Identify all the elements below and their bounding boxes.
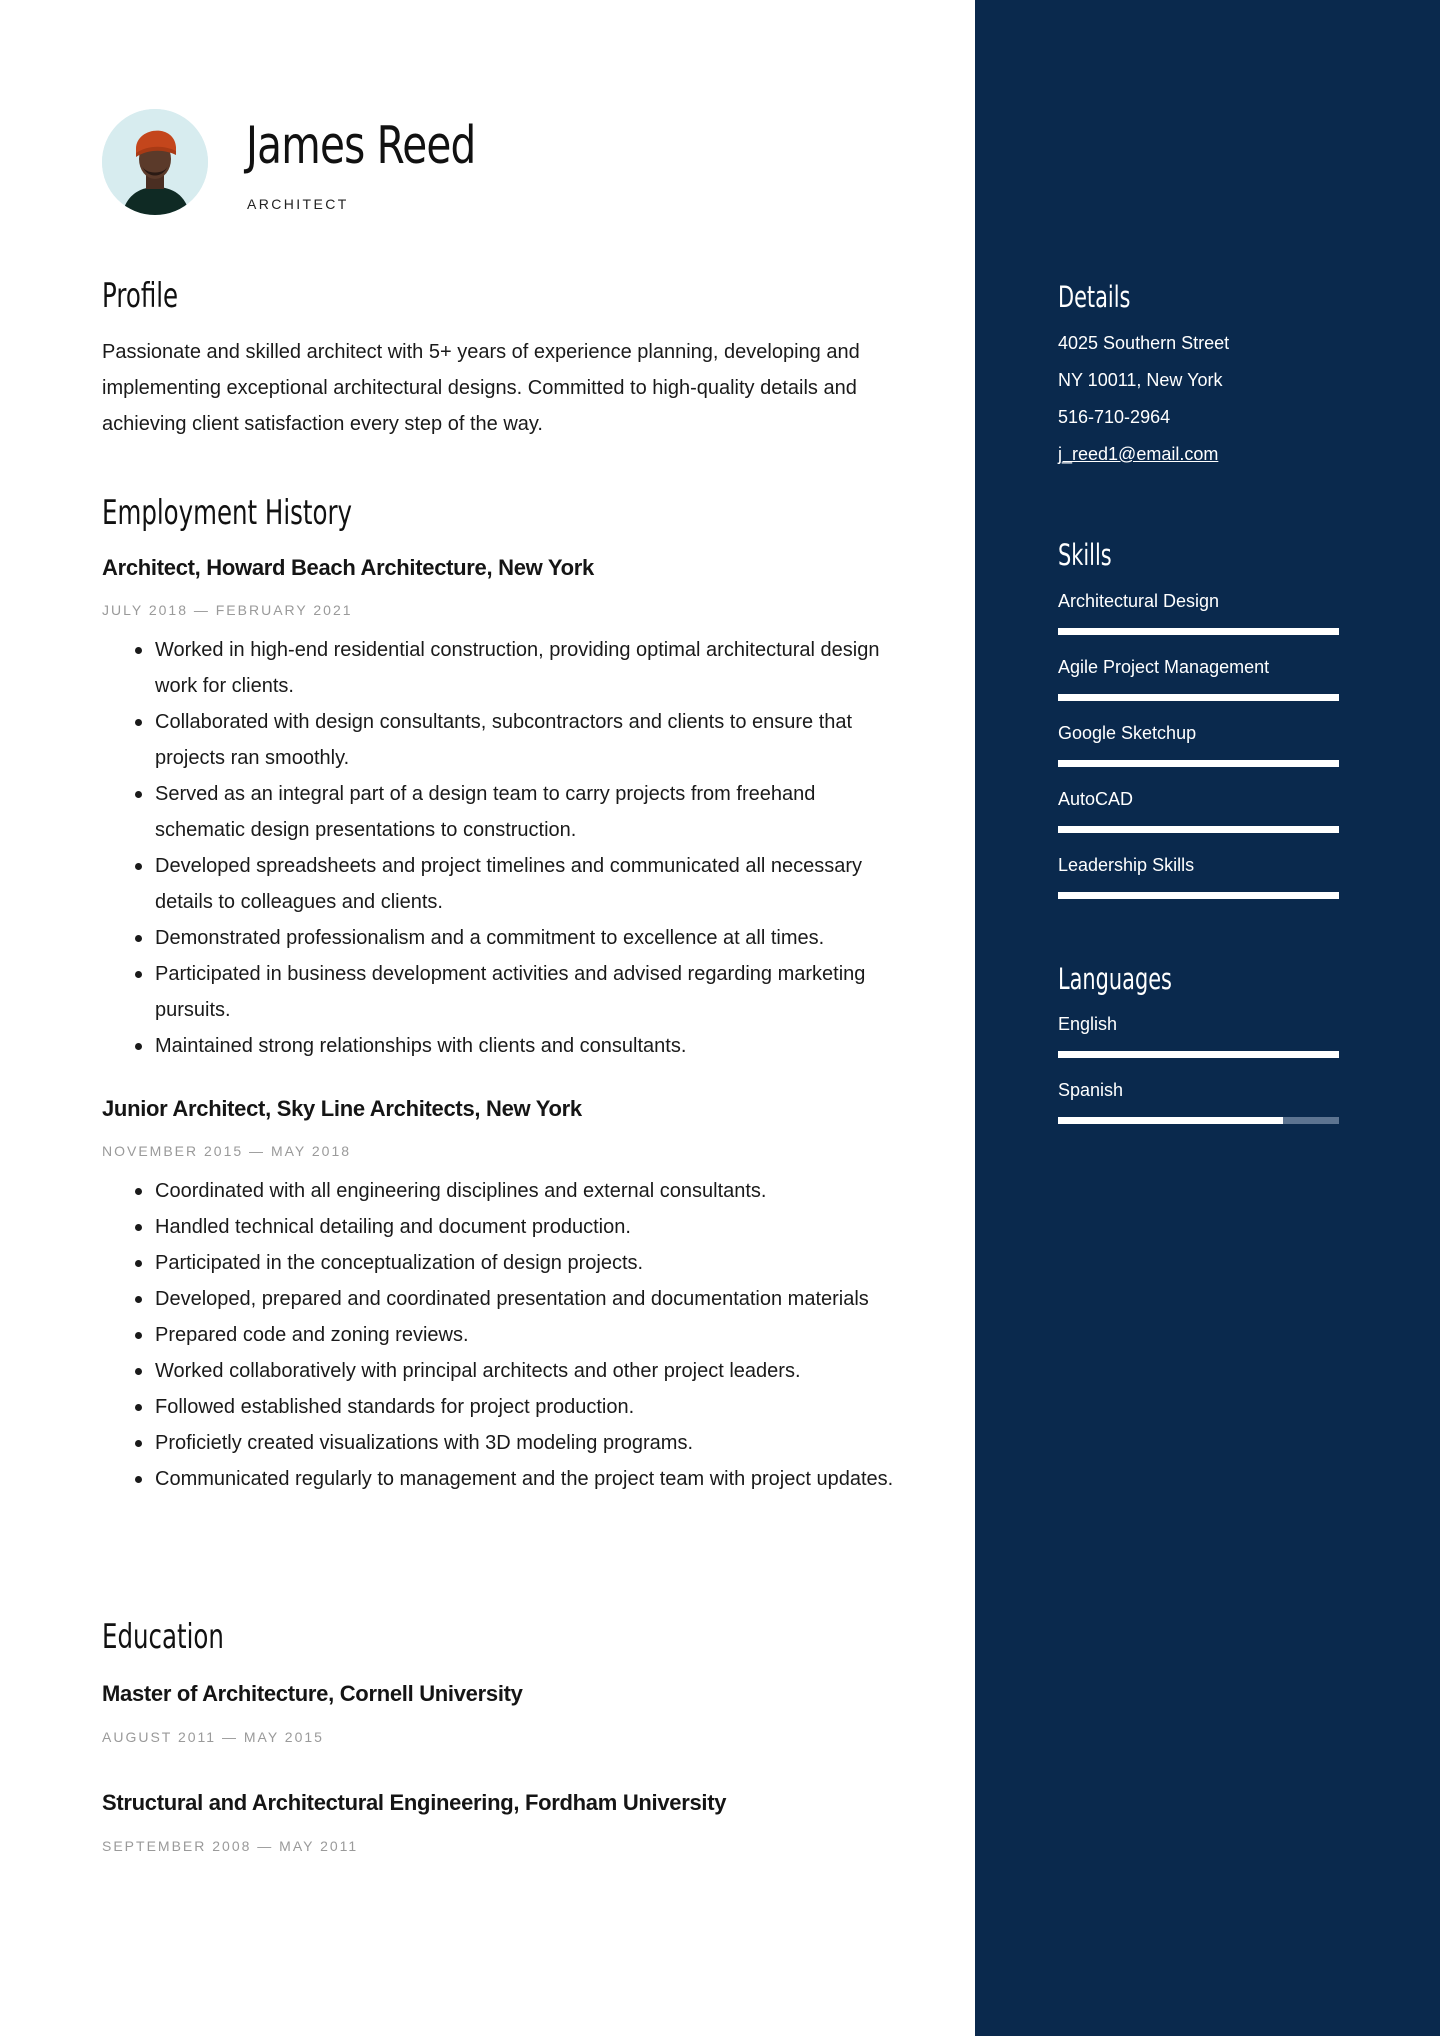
- skill-level-fill: [1058, 694, 1339, 701]
- list-item: Prepared code and zoning reviews.: [155, 1317, 900, 1353]
- skill-level-fill: [1058, 826, 1339, 833]
- language-label: English: [1058, 1014, 1118, 1034]
- list-item: Demonstrated professionalism and a commitment to excellence at all times.: [155, 920, 900, 956]
- candidate-name: James Reed: [246, 116, 476, 176]
- list-item: Developed spreadsheets and project timelines and communicated all necessary details to colleagues and clients.: [155, 848, 900, 920]
- email-link[interactable]: j_reed1@email.com: [1058, 444, 1219, 464]
- job-bullets-1: [155, 632, 900, 1064]
- skill-level-bar: [1058, 694, 1339, 701]
- list-item: Followed established standards for project production.: [155, 1389, 900, 1425]
- avatar: [102, 109, 208, 215]
- job-dates-2: NOVEMBER 2015 — MAY 2018: [102, 1143, 352, 1159]
- bullet-icon: [135, 719, 142, 726]
- skill-label: Agile Project Management: [1058, 657, 1270, 677]
- education-dates-2: SEPTEMBER 2008 — MAY 2011: [102, 1838, 359, 1854]
- bullet-icon: [135, 935, 142, 942]
- language-level-fill: [1058, 1051, 1339, 1058]
- job-bullets-2: [155, 1173, 900, 1497]
- skill-level-fill: [1058, 760, 1339, 767]
- language-level-bar: [1058, 1117, 1339, 1124]
- bullet-icon: [135, 1188, 142, 1195]
- language-level-fill: [1058, 1117, 1283, 1124]
- list-item: Participated in business development activities and advised regarding marketing pursuits.: [155, 956, 900, 1028]
- skill-level-bar: [1058, 628, 1339, 635]
- skill-level-fill: [1058, 628, 1339, 635]
- list-item: Served as an integral part of a design team to carry projects from freehand schematic design presentations to construction.: [155, 776, 900, 848]
- bullet-icon: [135, 1332, 142, 1339]
- bullet-icon: [135, 1368, 142, 1375]
- education-title-2: Structural and Architectural Engineering, Fordham University: [102, 1790, 727, 1815]
- education-title-1: Master of Architecture, Cornell University: [102, 1681, 523, 1706]
- list-item: Worked in high-end residential construction, providing optimal architectural design work for clients.: [155, 632, 900, 704]
- details-heading: Details: [1058, 280, 1131, 314]
- list-item: Developed, prepared and coordinated presentation and documentation materials: [155, 1281, 900, 1317]
- skill-label: Leadership Skills: [1058, 855, 1195, 875]
- education-heading: Education: [102, 1617, 224, 1657]
- bullet-icon: [135, 647, 142, 654]
- bullet-icon: [135, 1440, 142, 1447]
- bullet-icon: [135, 1260, 142, 1267]
- skill-level-bar: [1058, 826, 1339, 833]
- bullet-icon: [135, 791, 142, 798]
- skill-label: AutoCAD: [1058, 789, 1134, 809]
- list-item: Worked collaboratively with principal architects and other project leaders.: [155, 1353, 900, 1389]
- languages-heading: Languages: [1058, 962, 1172, 996]
- profile-heading: Profile: [102, 276, 179, 316]
- sidebar: [975, 0, 1440, 2036]
- skill-label: Architectural Design: [1058, 591, 1220, 611]
- employment-heading: Employment History: [102, 493, 353, 533]
- bullet-icon: [135, 863, 142, 870]
- list-item: Communicated regularly to management and the project team with project updates.: [155, 1461, 900, 1497]
- language-label: Spanish: [1058, 1080, 1124, 1100]
- language-level-bar: [1058, 1051, 1339, 1058]
- job-title-2: Junior Architect, Sky Line Architects, New York: [102, 1096, 582, 1121]
- bullet-icon: [135, 1043, 142, 1050]
- bullet-icon: [135, 971, 142, 978]
- phone-number: 516-710-2964: [1058, 407, 1171, 427]
- job-title-1: Architect, Howard Beach Architecture, New York: [102, 555, 594, 580]
- skill-level-fill: [1058, 892, 1339, 899]
- bullet-icon: [135, 1476, 142, 1483]
- education-dates-1: AUGUST 2011 — MAY 2015: [102, 1729, 324, 1745]
- list-item: Handled technical detailing and document production.: [155, 1209, 900, 1245]
- candidate-title: ARCHITECT: [247, 196, 349, 212]
- bullet-icon: [135, 1404, 142, 1411]
- list-item: Maintained strong relationships with clients and consultants.: [155, 1028, 900, 1064]
- profile-text: Passionate and skilled architect with 5+ years of experience planning, developing and implementing exceptional architectural designs. Committed to high-quality details and achieving client satisfaction every step of the way.: [102, 341, 860, 435]
- portrait-photo-icon: [102, 109, 208, 215]
- skill-level-bar: [1058, 892, 1339, 899]
- list-item: Coordinated with all engineering disciplines and external consultants.: [155, 1173, 900, 1209]
- list-item: Collaborated with design consultants, subcontractors and clients to ensure that projects ran smoothly.: [155, 704, 900, 776]
- bullet-icon: [135, 1296, 142, 1303]
- address-line-1: 4025 Southern Street: [1058, 333, 1230, 353]
- job-dates-1: JULY 2018 — FEBRUARY 2021: [102, 602, 353, 618]
- list-item: Participated in the conceptualization of design projects.: [155, 1245, 900, 1281]
- bullet-icon: [135, 1224, 142, 1231]
- skill-label: Google Sketchup: [1058, 723, 1197, 743]
- skill-level-bar: [1058, 760, 1339, 767]
- skills-heading: Skills: [1058, 538, 1112, 572]
- address-line-2: NY 10011, New York: [1058, 370, 1223, 390]
- list-item: Proficietly created visualizations with 3D modeling programs.: [155, 1425, 900, 1461]
